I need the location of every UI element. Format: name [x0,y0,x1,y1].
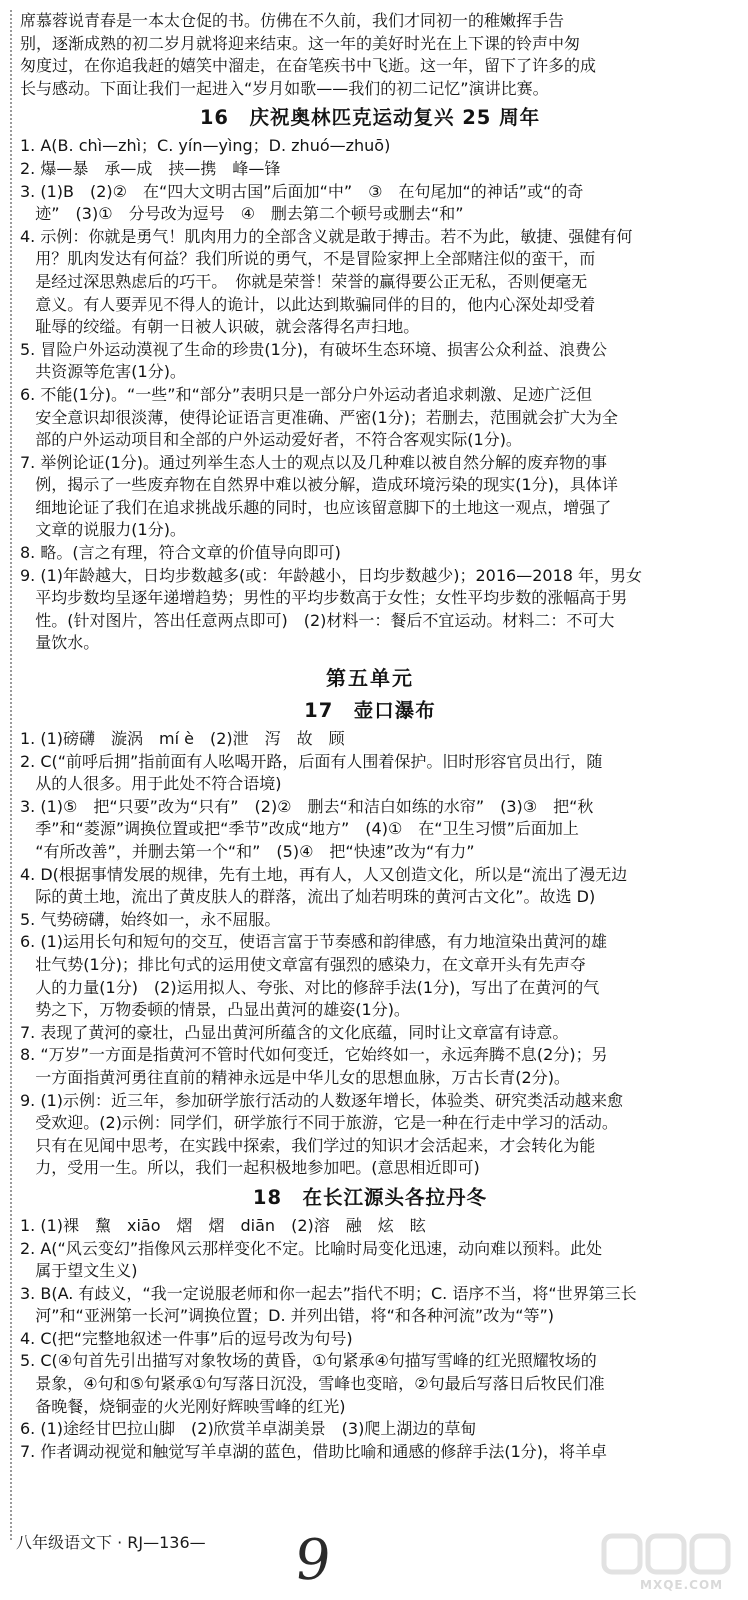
unit-title: 第五单元 [326,666,414,691]
lesson-17-answer-line: 一方面指黄河勇往直前的精神永远是中华儿女的思想血脉，万古长青(2分)。 [20,1067,570,1087]
lesson-16-answer-line: 5. 冒险户外运动漠视了生命的珍贵(1分)，有破坏生态环境、损害公众利益、浪费公 [20,339,608,359]
lesson-17-answer-line: 季”和“菱源”调换位置或把“季节”改成“地方” (4)① 在“卫生习惯”后面加上 [20,819,579,839]
lesson-17-answer-line: 际的黄土地，流出了黄皮肤人的群落，流出了灿若明珠的黄河古文化”。故选 D) [20,887,596,907]
page-content [20,10,720,1463]
lesson-16-answers [20,135,720,655]
lesson-16-answer-line: 用？肌肉发达有何益？我们所说的勇气，不是冒险家押上全部赌注似的蛮干，而 [20,249,596,269]
intro-line: 长与感动。下面让我们一起进入“岁月如歌——我们的初二记忆”演讲比赛。 [20,78,549,98]
lesson-18-title: 18 在长江源头各拉丹冬 [252,1185,488,1209]
lesson-18-answer-line: 属于望文生义) [20,1261,138,1281]
lesson-16-answer-line: 细地论证了我们在追求挑战乐趣的同时，也应该留意脚下的土地这一观点，增强了 [20,497,612,517]
lesson-16-answer-line: 量饮水。 [20,633,100,653]
watermark-url: MXQE.COM [640,1578,724,1592]
lesson-16-title: 16 庆祝奥林匹克运动复兴 25 周年 [199,106,541,130]
lesson-16-answer-line: 平均步数均呈逐年递增趋势；男性的平均步数高于女性；女性平均步数的涨幅高于男 [20,588,628,608]
intro-line: 别，逐渐成熟的初二岁月就将迎来结束。这一年的美好时光在上下课的铃声中匆 [20,33,581,53]
lesson-16-answer-line: 8. 略。(言之有理，符合文章的价值导向即可) [20,543,341,563]
lesson-16-answer-line: 文章的说服力(1分)。 [20,520,186,540]
lesson-17-answer-line: 6. (1)运用长句和短句的交互，使语言富于节奏感和韵律感，有力地渲染出黄河的雄 [20,932,608,952]
lesson-16-answer-line: 7. 举例论证(1分)。通过列举生态人士的观点以及几种难以被自然分解的废弃物的事 [20,452,608,472]
lesson-16-answer-line: 3. (1)B (2)② 在“四大文明古国”后面加“中” ③ 在句尾加“的神话”或“的奇 [20,181,584,201]
lesson-18-answer-line: 河”和“亚洲第一长河”调换位置；D. 并列出错，将“和各种河流”改为“等”) [20,1306,555,1326]
lesson-18-answer-line: 备晚餐，烧铜壶的火光刚好辉映雪峰的红光) [20,1396,346,1416]
lesson-18-answer-line: 5. C(④句首先引出描写对象牧场的黄昏，①句紧承④句描写雪峰的红光照耀牧场的 [20,1351,597,1371]
answer-page [10,10,724,1540]
lesson-16-answer-line: 9. (1)年龄越大，日均步数越多(或：年龄越小，日均步数越少)；2016—2018 年，男女 [20,565,643,585]
lesson-17-answer-line: 壮气势(1分)；排比句式的运用使文章富有强烈的感染力，在文章开头有先声夺 [20,954,586,974]
lesson-18-answers [20,1215,720,1464]
lesson-18-answer-line: 3. B(A. 有歧义，“我一定说服老师和你一起去”指代不明；C. 语序不当，将“世界第三长 [20,1283,637,1303]
lesson-17-answer-line: 受欢迎。(2)示例：同学们，研学旅行不同于旅游，它是一种在行走中学习的活动。 [20,1113,618,1133]
intro-line: 席慕蓉说青春是一本太仓促的书。仿佛在不久前，我们才同初一的稚嫩挥手告 [20,11,565,30]
lesson-17-answer-line: 9. (1)示例：近三年，参加研学旅行活动的人数逐年增长，体验类、研究类活动越来愈 [20,1090,624,1110]
lesson-17-answer-line: 力，受用一生。所以，我们一起积极地参加吧。(意思相近即可) [20,1158,480,1178]
lesson-18-answer-line: 1. (1)裸 黧 xiāo 熠 熠 diān (2)溶 融 炫 眩 [20,1215,426,1235]
lesson-17-answer-line: “有所改善”，并删去第一个“和” (5)④ 把“快速”改为“有力” [20,842,475,861]
lesson-16-answer-line: 6. 不能(1分)。“一些”和“部分”表明只是一部分户外运动者追求刺激、足迹广泛但 [20,384,593,404]
lesson-16-answer-line: 例，揭示了一些废弃物在自然界中难以被分解，造成环境污染的现实(1分)，具体详 [20,475,618,495]
handwritten-page-mark: 9 [291,1528,335,1593]
lesson-17-answer-line: 1. (1)磅礴 漩涡 mí è (2)泄 泻 故 顾 [20,729,345,749]
lesson-18-answer-line: 6. (1)途经甘巴拉山脚 (2)欣赏羊卓湖美景 (3)爬上湖边的草甸 [20,1419,477,1439]
lesson-18-answer-line: 4. C(把“完整地叙述一件事”后的逗号改为句号) [20,1328,353,1348]
lesson-16-answer-line: 耻辱的绞缢。有朝一日被人识破，就会落得名声扫地。 [20,317,420,337]
lesson-16-answer-line: 安全意识却很淡薄，使得论证语言更准确、严密(1分)；若删去，范围就会扩大为全 [20,407,618,427]
lesson-16-answer-line: 意义。有人要弄见不得人的诡计，以此达到欺骗同伴的目的，他内心深处却受着 [20,294,596,314]
lesson-16-answer-line: 部的户外运动项目和全部的户外运动爱好者，不符合客观实际(1分)。 [20,430,522,450]
lesson-17-answer-line: 5. 气势磅礴，始终如一，永不屈服。 [20,909,281,929]
lesson-16-answer-line: 迹” (3)① 分号改为逗号 ④ 删去第二个顿号或删去“和” [20,204,464,224]
lesson-18-answer-line: 2. A(“风云变幻”指像风云那样变化不定。比喻时局变化迅速，动向难以预料。此处 [20,1238,603,1258]
lesson-17-answer-line: 4. D(根据事情发展的规律，先有土地，再有人，人又创造文化，所以是“流出了漫无边 [20,864,628,884]
lesson-17-answer-line: 从的人很多。用于此处不符合语境) [20,774,282,794]
lesson-17-answer-line: 只有在见闻中思考，在实践中探索，我们学过的知识才会活起来，才会转化为能 [20,1135,596,1155]
intro-paragraph [20,10,720,100]
lesson-16-answer-line: 4. 示例：你就是勇气！肌肉用力的全部含义就是敢于搏击。若不为此，敏捷、强健有何 [20,226,633,246]
lesson-16-answer-line: 性。(针对图片，答出任意两点即可) (2)材料一：餐后不宜运动。材料二：不可大 [20,610,615,630]
lesson-16-answer-line: 共资源等危害(1分)。 [20,362,186,382]
lesson-18-answer-line: 7. 作者调动视觉和触觉写羊卓湖的蓝色，借助比喻和通感的修辞手法(1分)，将羊卓 [20,1441,608,1461]
lesson-17-answer-line: 势之下，万物委顿的情景，凸显出黄河的雄姿(1分)。 [20,1000,410,1020]
lesson-17-answer-line: 7. 表现了黄河的豪壮，凸显出黄河所蕴含的文化底蕴，同时让文章富有诗意。 [20,1022,569,1042]
lesson-17-title: 17 壶口瀑布 [304,699,436,723]
lesson-17-answer-line: 2. C(“前呼后拥”指前面有人吆喝开路，后面有人围着保护。旧时形容官员出行，随 [20,751,603,771]
lesson-16-answer-line: 1. A(B. chì—zhì；C. yín—yìng；D. zhuó—zhuō) [20,136,391,156]
intro-line: 匆度过，在你追我赶的嬉笑中溜走，在奋笔疾书中飞逝。这一年，留下了许多的成 [20,56,597,76]
lesson-17-answer-line: 8. “万岁”一方面是指黄河不管时代如何变迁，它始终如一，永远奔腾不息(2分)；另 [20,1045,608,1065]
lesson-16-answer-line: 是经过深思熟虑后的巧干。 你就是荣誉！荣誉的赢得要公正无私，否则便毫无 [20,271,588,291]
lesson-17-answers [20,728,720,1180]
lesson-17-answer-line: 3. (1)⑤ 把“只要”改为“只有” (2)② 删去“和洁白如练的水帘” (3)③ 把“秋 [20,796,594,816]
lesson-18-answer-line: 景象，④句和⑤句紧承①句写落日沉没，雪峰也变暗，②句最后写落日后牧民们准 [20,1374,605,1394]
lesson-17-answer-line: 人的力量(1分) (2)运用拟人、夸张、对比的修辞手法(1分)，写出了在黄河的气 [20,977,600,997]
lesson-16-answer-line: 2. 爆—暴 承—成 挟—携 峰—锋 [20,158,281,178]
page-footer: 八年级语文下 · RJ—136— [16,1533,206,1552]
